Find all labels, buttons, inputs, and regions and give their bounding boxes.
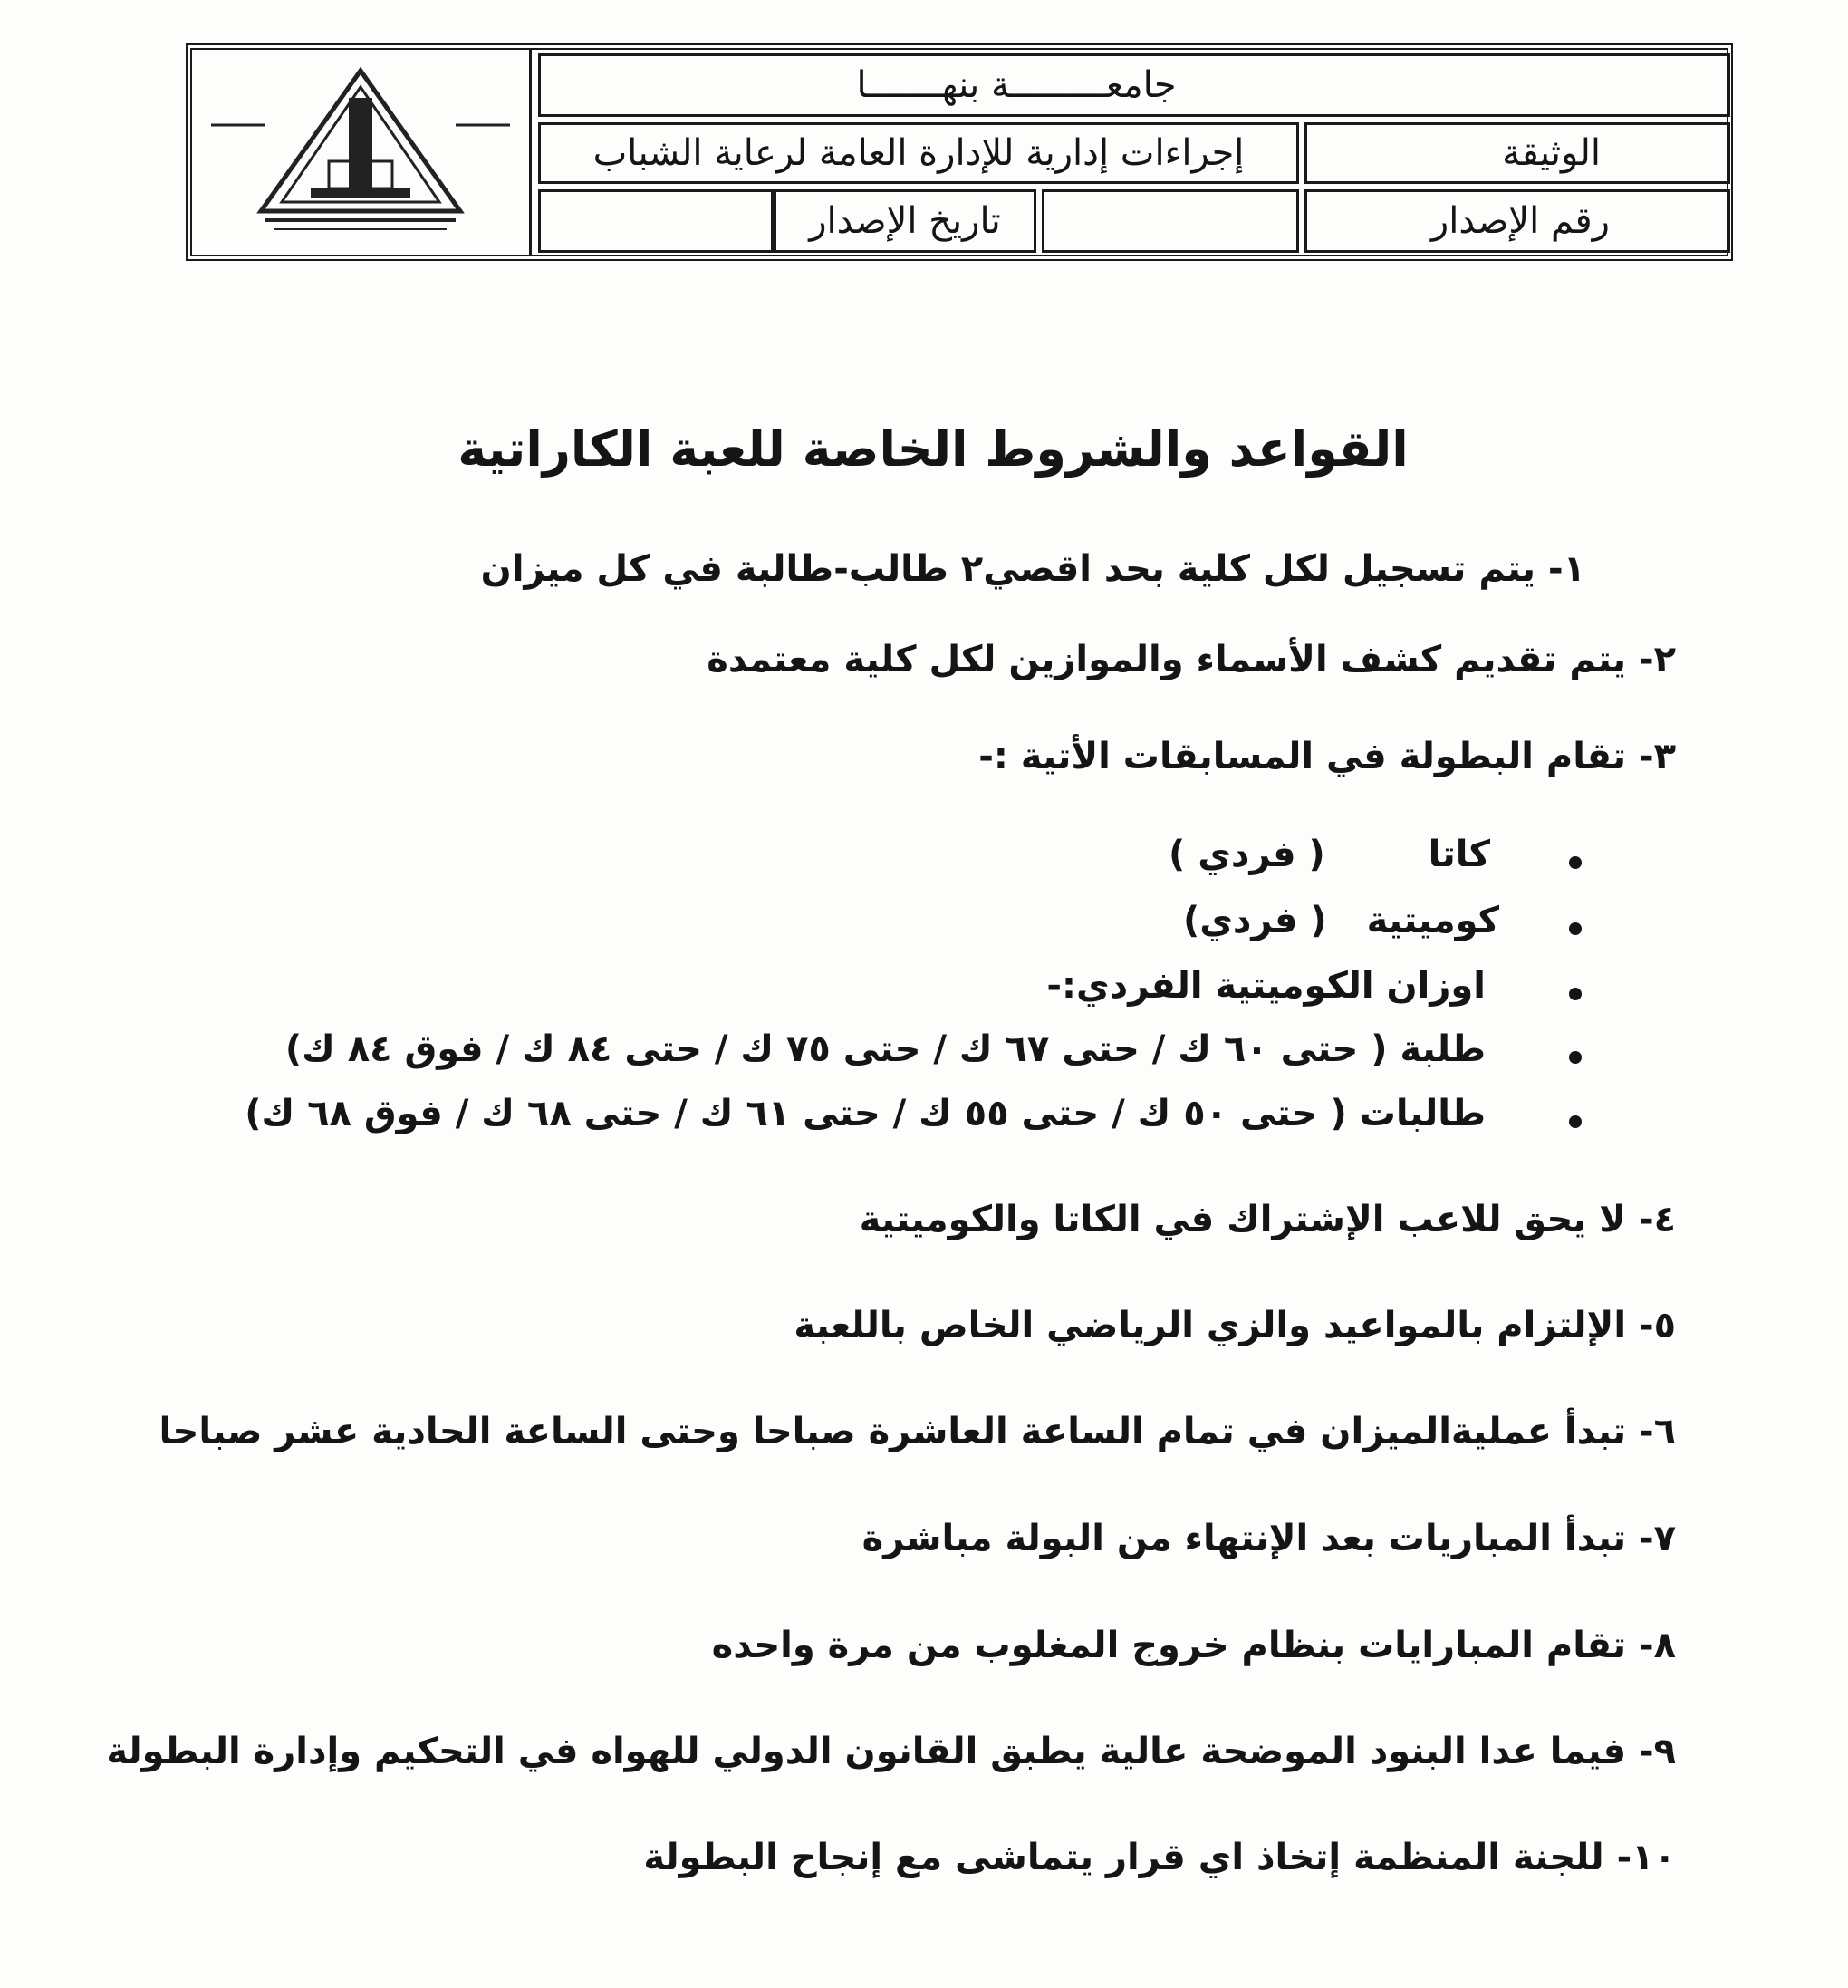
kata-type: ( فردي ) <box>1169 834 1325 875</box>
logo-cell <box>192 50 532 255</box>
document-label: الوثيقة <box>1502 132 1601 174</box>
page-title: القواعد والشروط الخاصة للعبة الكاراتية <box>457 420 1409 478</box>
bullet-dot <box>1569 988 1582 1000</box>
issue-number-label: رقم الإصدار <box>1430 200 1610 242</box>
document-title-cell <box>538 122 1299 184</box>
document-label-cell <box>1304 122 1730 184</box>
benha-university-emblem-icon <box>211 62 510 243</box>
document-title: إجراءات إدارية للإدارة العامة لرعاية الشباب <box>592 132 1245 174</box>
issue-date-label: تاريخ الإصدار <box>809 200 1001 242</box>
issue-date-value-cell <box>538 189 774 253</box>
rule-10: ١٠- للجنة المنظمة إتخاذ اي قرار يتماشى مع إنجاح البطولة <box>643 1837 1676 1878</box>
rule-3: ٣- تقام البطولة في المسابقات الأتية :- <box>978 736 1676 777</box>
issue-date-label-cell <box>774 189 1036 253</box>
kata-name: كاتا <box>1428 834 1490 875</box>
rule-9: ٩- فيما عدا البنود الموضحة عالية يطبق القانون الدولي للهواه في التحكيم وإدارة البطولة <box>106 1731 1676 1772</box>
issue-number-value-cell <box>1042 189 1299 253</box>
rule-7: ٧- تبدأ المباريات بعد الإنتهاء من البولة مباشرة <box>861 1518 1676 1559</box>
rule-1: ١- يتم تسجيل لكل كلية بحد اقصي٢ طالب-طالبة في كل ميزان <box>480 548 1585 590</box>
bullet-male-weights: طلبة ( حتى ٦٠ ك / حتى ٦٧ ك / حتى ٧٥ ك / حتى ٨٤ ك / فوق ٨٤ ك) <box>284 1028 1486 1070</box>
bullet-kumite <box>1183 900 1499 941</box>
issue-number-label-cell <box>1304 189 1730 253</box>
bullet-kata <box>1169 834 1490 875</box>
university-name-cell <box>538 53 1730 117</box>
bullet-female-weights: طالبات ( حتى ٥٠ ك / حتى ٥٥ ك / حتى ٦١ ك / حتى ٦٨ ك / فوق ٦٨ ك) <box>245 1093 1486 1134</box>
rule-5: ٥- الإلتزام بالمواعيد والزي الرياضي الخاص باللعبة <box>794 1305 1676 1346</box>
rule-8: ٨- تقام المبارايات بنظام خروج المغلوب من مرة واحده <box>711 1625 1676 1666</box>
bullet-dot <box>1569 1051 1582 1064</box>
bullet-dot <box>1569 1115 1582 1128</box>
bullet-dot <box>1569 922 1582 935</box>
bullet-dot <box>1569 856 1582 869</box>
university-name: جامعـــــــــة بنهـــــــا <box>856 64 1177 106</box>
bullet-weights-heading: اوزان الكوميتية الفردي:- <box>1046 965 1486 1007</box>
rule-6: ٦- تبدأ عمليةالميزان في تمام الساعة العاشرة صباحا وحتى الساعة الحادية عشر صباحا <box>159 1411 1676 1452</box>
kumite-type: ( فردي) <box>1182 900 1327 941</box>
rule-4: ٤- لا يحق للاعب الإشتراك في الكاتا والكوميتية <box>859 1199 1676 1240</box>
document-header <box>186 43 1733 261</box>
kumite-name: كوميتية <box>1366 900 1499 941</box>
rule-2: ٢- يتم تقديم كشف الأسماء والموازين لكل كلية معتمدة <box>707 639 1676 680</box>
